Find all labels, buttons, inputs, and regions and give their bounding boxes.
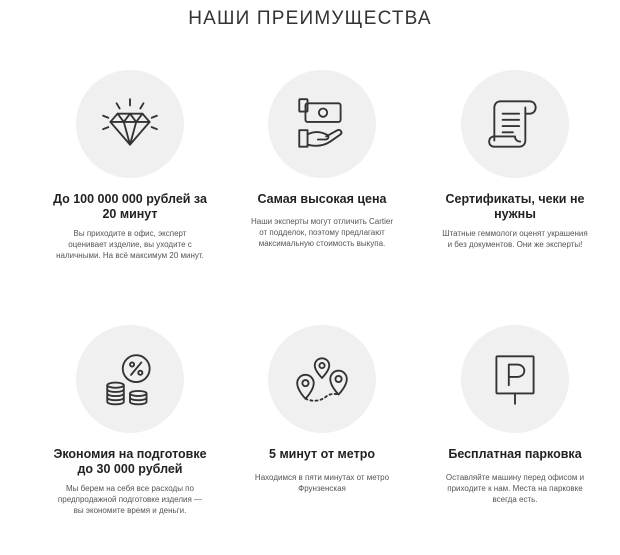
feature-card-metro [237,325,407,494]
feature-card-fast-payout [45,70,215,261]
feature-title: Самая высокая цена [257,192,387,206]
feature-description: Наши эксперты могут отличить Cartier от подделок, поэтому предлагают максимальную стоимость выкупа. [250,217,394,248]
feature-title: До 100 000 000 рублей за 20 минут [53,192,207,221]
feature-title: Сертификаты, чеки не нужны [445,192,585,221]
feature-title: Бесплатная парковка [448,447,582,461]
certificate-scroll-icon [484,93,546,155]
percent-coins-icon [99,348,161,410]
feature-card-best-price [237,70,407,249]
feature-icon-circle [461,70,569,178]
feature-card-parking [430,325,600,505]
feature-description: Вы приходите в офис, эксперт оценивает изделие, вы уходите с наличными. На всё максимум 20 минут. [56,229,204,260]
feature-icon-circle [268,70,376,178]
feature-card-no-documents [430,70,600,250]
feature-icon-circle [76,70,184,178]
feature-card-savings [45,325,215,516]
feature-description: Оставляйте машину перед офисом и приходите к нам. Места на парковке всегда есть. [445,473,585,504]
money-hand-icon [291,93,353,155]
feature-title: Экономия на подготовке до 30 000 рублей [53,447,207,476]
feature-icon-circle [461,325,569,433]
map-pins-icon [291,348,353,410]
feature-description: Штатные геммологи оценят украшения и без документов. Они же эксперты! [442,229,588,249]
diamond-icon [99,93,161,155]
feature-description: Мы берем на себя все расходы по предпродажной подготовке изделия — вы экономите время и деньги. [57,484,203,515]
page-title: НАШИ ПРЕИМУЩЕСТВА [188,8,432,29]
feature-title: 5 минут от метро [269,447,375,461]
feature-description: Находимся в пяти минутах от метро Фрунзенская [254,473,390,493]
parking-icon [484,348,546,410]
feature-icon-circle [268,325,376,433]
feature-icon-circle [76,325,184,433]
